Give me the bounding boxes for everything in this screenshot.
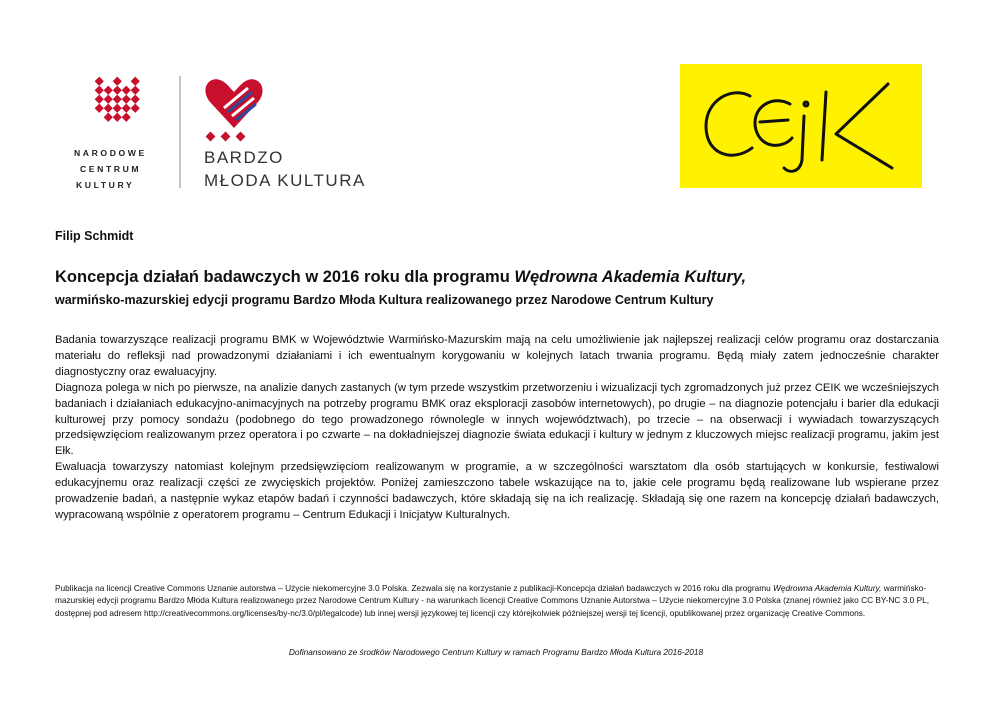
crown-square [95,95,104,104]
crown-square [95,104,104,113]
crown-square [113,77,122,86]
crown-square [113,104,122,113]
ceik-logo-icon [680,64,922,188]
crown-square [122,113,131,122]
ceik-logo [680,64,922,188]
crown-square [104,95,113,104]
paragraph-2: Diagnoza polega w nich po pierwsze, na analizie danych zastanych (w tym przede wszystkim przetworzeniu i wizualizacji tych zgromadzonych już przez CEIK we wcześniejszych badaniach i działaniach edukacyjno-animacyjnych na potrzeby programu BMK oraz eksploracji zasobów internetowych), po drugie – na diagnozie potencjału i barier dla edukacji kulturowej przy pomocy sondażu (podobnego do tego prowadzonego równolegle w innych województwach), po trzecie – na obserwacji i wywiadach towarzyszących przedsięwzięciom realizowanym przez operatora i po czwarte – na dokładniejszej diagnozie świata edukacji i kultury w jednym z kluczowych miejsc realizacji programu, jakim jest Ełk. [55,381,939,458]
document-title [55,268,945,287]
crown-square [131,104,140,113]
license-part-2: warmińsko-mazurskiej edycji programu Bardzo Młoda Kultura realizowanego przez Narodowe Centrum Kultury - na warunkach licencji Creative Commons Uznanie Autorstwa – Użycie niekomercyjne 3.0 Polska (znanej również jako CC BY-NC 3.0 PL, dostępnej pod adresem http://creativecommons.org/licenses/by-nc/3.0/pl/legalcode) lub innej wersji językowej tej licencji czy którejkolwiek późniejszej wersji tej licencji, opublikowanej przez organizację Creative Commons. [55,583,930,618]
crown-square [122,104,131,113]
crown-square [95,86,104,95]
svg-text:CENTRUM: CENTRUM [80,164,142,174]
license-italic: Wędrowna Akademia Kultury, [773,583,882,593]
title-main: Koncepcja działań badawczych w 2016 roku dla programu [55,268,515,286]
document-subtitle: warmińsko-mazurskiej edycji programu Bardzo Młoda Kultura realizowanego przez Narodowe Centrum Kultury [55,293,714,307]
title-italic: Wędrowna Akademia Kultury, [514,268,747,286]
crown-square [131,95,140,104]
bmk-dots-icon [206,132,246,142]
paragraph-1: Badania towarzyszące realizacji programu BMK w Województwie Warmińsko-Mazurskim mają na celu umożliwienie jak najlepszej realizacji celów programu oraz dostarczania materiału do refleksji nad prowadzonymi działaniami i ich ewentualnym korygowaniu w kolejnych latach trwania programu. Będą miały zatem jednocześnie charakter diagnostyczny oraz ewaluacyjny. [55,334,939,378]
license-note [55,582,939,619]
crown-square [122,86,131,95]
ncku-bmk-logo [70,72,400,192]
crown-square [104,104,113,113]
svg-text:NARODOWE: NARODOWE [74,148,147,158]
crown-square [113,86,122,95]
ncku-crown-icon [70,72,400,192]
crown-square [122,95,131,104]
crown-square [131,77,140,86]
body-text [55,333,939,524]
svg-text:BARDZO: BARDZO [204,148,284,167]
crown-square [131,86,140,95]
svg-text:KULTURY: KULTURY [76,180,135,190]
crown-square [104,86,113,95]
crown-square [104,113,113,122]
bmk-heart-icon [205,79,262,128]
author-name: Filip Schmidt [55,229,134,243]
crown-square [113,113,122,122]
crown-square [113,95,122,104]
license-part-1: Publikacja na licencji Creative Commons Uznanie autorstwa – Użycie niekomercyjne 3.0 Polska. Zezwala się na korzystanie z publikacji-Koncepcja działań badawczych w 2016 roku dla programu [55,583,774,593]
paragraph-3: Ewaluacja towarzyszy natomiast kolejnym przedsięwzięciom realizowanym w programie, a w szczególności warsztatom dla osób startujących w konkursie, festiwalowi edukacyjnemu oraz realizacji części ze zwycięskich projektów. Poniżej zamieszczono tabele wskazujące na to, jakie cele programu będą realizowane lub wspierane przez prowadzenie badań, a następnie wykaz etapów badań i czynności badawczych, które składają się na ich realizację. Składają się one razem na koncepcję działań badawczych, wypracowaną wspólnie z operatorem programu – Centrum Edukacji i Inicjatyw Kulturalnych. [55,461,939,521]
svg-text:MŁODA KULTURA: MŁODA KULTURA [204,171,366,190]
crown-square [95,77,104,86]
funding-note: Dofinansowano ze środków Narodowego Centrum Kultury w ramach Programu Bardzo Młoda Kultura 2016-2018 [288,647,704,657]
